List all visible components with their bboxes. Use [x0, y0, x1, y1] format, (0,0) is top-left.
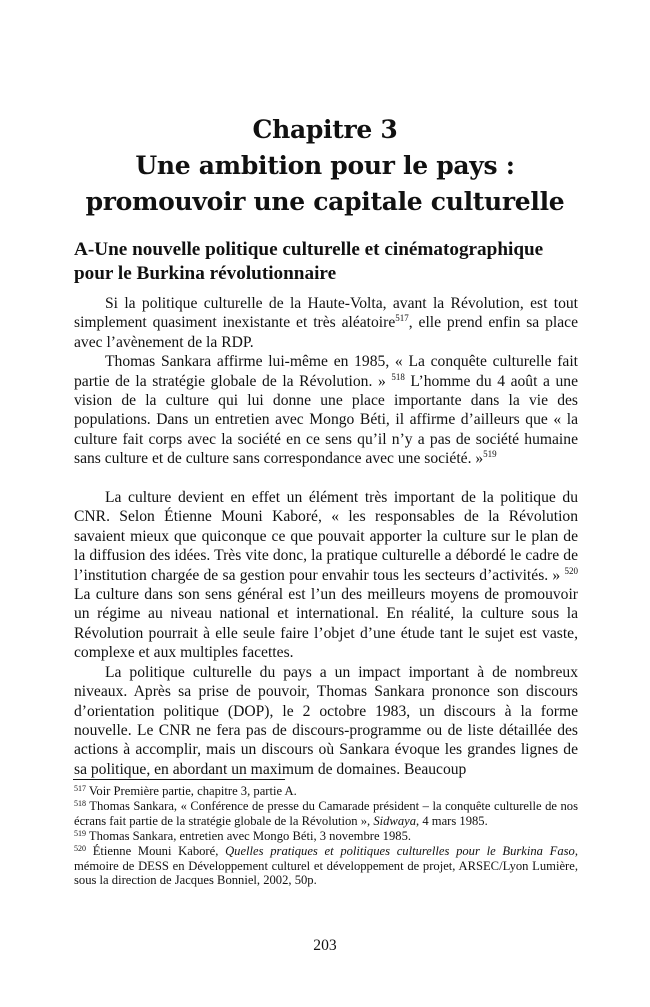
chapter-title	[60, 112, 590, 220]
footnote-text: Voir Première partie, chapitre 3, partie A.	[86, 784, 297, 798]
section-heading-line-1: A-Une nouvelle politique culturelle et cinématographique	[74, 239, 544, 260]
paragraph-4: La politique culturelle du pays a un impact important à de nombreux niveaux. Après sa prise de pouvoir, Thomas Sankara prononce son discours d’orientation politique (DOP), le 2 octobre 1983, un discours à la forme nouvelle. Le CNR ne fera pas de discours-programme ou de liste détaillée des actions à accomplir, mais un discours où Sankara évoque les grandes lignes de sa politique, en abordant un maximum de domaines. Beaucoup	[74, 663, 578, 778]
footnote-text: Thomas Sankara, « Conférence de presse du Camarade président – la conquête culturelle de nos écrans fait partie de la stratégie globale de la Révolution »,	[74, 798, 578, 828]
footnote-text: , mémoire de DESS en Développement culturel et développement de projet, ARSEC/Lyon Lumière, sous la direction de Jacques Bonniel, 2002, 50p.	[74, 843, 578, 888]
footnote-number: 519	[74, 828, 86, 838]
footnote-520	[74, 844, 578, 889]
footnote-ref-519[interactable]: 519	[483, 449, 497, 460]
footnote-italic-title: Sidwaya	[373, 813, 417, 828]
paragraph-1	[74, 294, 578, 352]
body-text	[74, 294, 578, 779]
page-number: 203	[313, 937, 337, 954]
footnote-separator	[73, 779, 285, 780]
footnote-text: Thomas Sankara, entretien avec Mongo Béti, 3 novembre 1985.	[86, 828, 412, 843]
footnote-number: 517	[74, 784, 86, 793]
footnote-518	[74, 799, 578, 829]
paragraph-text: Si la politique culturelle de la Haute-Volta, avant la Révolution, est tout simplement quasiment inexistante et très aléatoire	[74, 295, 578, 332]
paragraph-text: La culture dans son sens général est l’un des meilleurs moyens de promouvoir un régime au niveau national et international. En réalité, la culture sous la Révolution pourrait à elle seule faire l’objet d’une étude tant le sujet est vaste, complexe et aux multiples facettes.	[74, 586, 578, 662]
footnote-519	[74, 829, 578, 844]
footnotes	[74, 784, 578, 888]
paragraph-text: La culture devient en effet un élément très important de la politique du CNR. Selon Étienne Mouni Kaboré, « les responsables de la Révolution savaient mieux que quiconque ce que pouvait apporter la culture sur le plan de la diffusion des idées. Très vite donc, la pratique culturelle a débordé le cadre de l’institution chargée de sa gestion pour envahir tous les secteurs d’activités. »	[74, 489, 578, 584]
section-heading-line-2: pour le Burkina révolutionnaire	[74, 263, 337, 284]
paragraph-text: L’homme du 4 août a une vision de la culture qui lui donne une place importante dans la vie des populations. Dans un entretien avec Mongo Béti, il affirme d’ailleurs que « la culture fait corps avec la société en ce sens qu’il n’y a pas de société humaine sans culture et de culture sans correspondance avec une société. »	[74, 372, 579, 468]
footnote-number: 520	[74, 843, 86, 853]
footnote-ref-518[interactable]: 518	[391, 371, 405, 382]
paragraph-2	[74, 352, 578, 468]
footnote-italic-title: Quelles pratiques et politiques culturelles pour le Burkina Faso	[225, 843, 575, 858]
footnote-text: , 4 mars 1985.	[416, 813, 488, 828]
paragraph-3	[74, 488, 578, 663]
chapter-title-line-2: promouvoir une capitale culturelle	[85, 187, 565, 216]
chapter-title-line-1: Une ambition pour le pays :	[135, 151, 515, 180]
footnote-number: 518	[74, 798, 86, 808]
paragraph-text: Thomas Sankara affirme lui-même en 1985, « La conquête culturelle fait partie de la stratégie globale de la Révolution. »	[74, 353, 578, 390]
paragraph-text: , elle prend enfin sa place avec l’avènement de la RDP.	[74, 314, 579, 351]
footnote-ref-520[interactable]: 520	[564, 565, 578, 576]
footnote-text: Étienne Mouni Kaboré,	[86, 843, 226, 858]
section-heading	[74, 238, 584, 286]
chapter-label: Chapitre 3	[252, 115, 398, 144]
footnote-517	[74, 784, 578, 799]
footnote-ref-517[interactable]: 517	[395, 313, 409, 324]
